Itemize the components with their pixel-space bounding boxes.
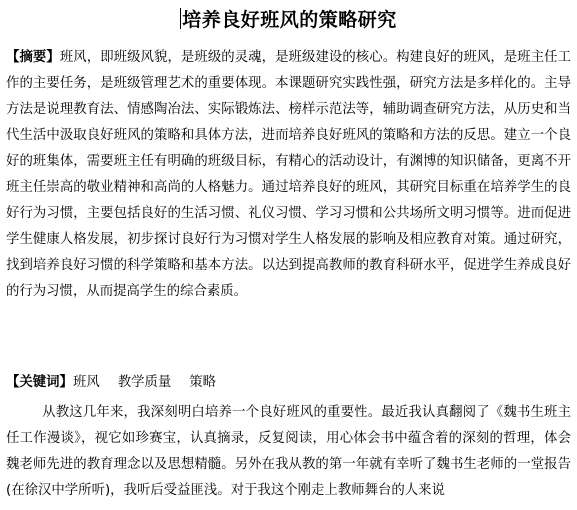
title-row (0, 5, 577, 35)
keyword-item: 策略 (189, 375, 217, 390)
body-paragraph[interactable] (6, 400, 571, 504)
document-title[interactable]: 培养良好班风的策略研究 (182, 9, 397, 31)
keywords-label: 【关键词】 (6, 375, 73, 390)
abstract-label: 【摘要】 (6, 50, 60, 65)
body-text: 从教这几年来，我深刻明白培养一个良好班风的重要性。最近我认真翻阅了《魏书生班主任工作漫谈》，视它如珍赛宝，认真摘录，反复阅读，用心体会书中蕴含着的深刻的哲理，体会魏老师先进的教育理念以及思想精髓。另外在我从教的第一年就有幸听了魏书生老师的一堂报告(在徐汉中学所听)，我听后受益匪浅。对于我这个刚走上教师舞台的人来说 (6, 405, 571, 498)
keyword-item: 教学质量 (117, 375, 172, 390)
abstract-text: 班风，即班级风貌，是班级的灵魂，是班级建设的核心。构建良好的班风，是班主任工作的主要任务，是班级管理艺术的重要体现。本课题研究实践性强，研究方法是多样化的。主导方法是说理教育法、情感陶冶法、实际锻炼法、榜样示范法等，辅助调查研究方法，从历史和当代生活中汲取良好班风的策略和具体方法，进而培养良好班风的策略和方法的反思。建立一个良好的班集体，需要班主任有明确的班级目标，有精心的活动设计，有渊博的知识储备，更离不开班主任崇高的敬业精神和高尚的人格魅力。通过培养良好的班风，其研究目标重在培养学生的良好行为习惯，主要包括良好的生活习惯、礼仪习惯、学习习惯和公共场所文明习惯等。进而促进学生健康人格发展，初步探讨良好行为习惯对学生人格发展的影响及相应教育对策。通过研究，找到培养良好习惯的科学策略和基本方法。以达到提高教师的教育科研水平，促进学生养成良好的行为习惯，从而提高学生的综合素质。 (6, 50, 572, 299)
keywords-paragraph[interactable] (6, 370, 571, 396)
keyword-item: 班风 (72, 375, 100, 390)
abstract-paragraph[interactable] (6, 45, 571, 305)
